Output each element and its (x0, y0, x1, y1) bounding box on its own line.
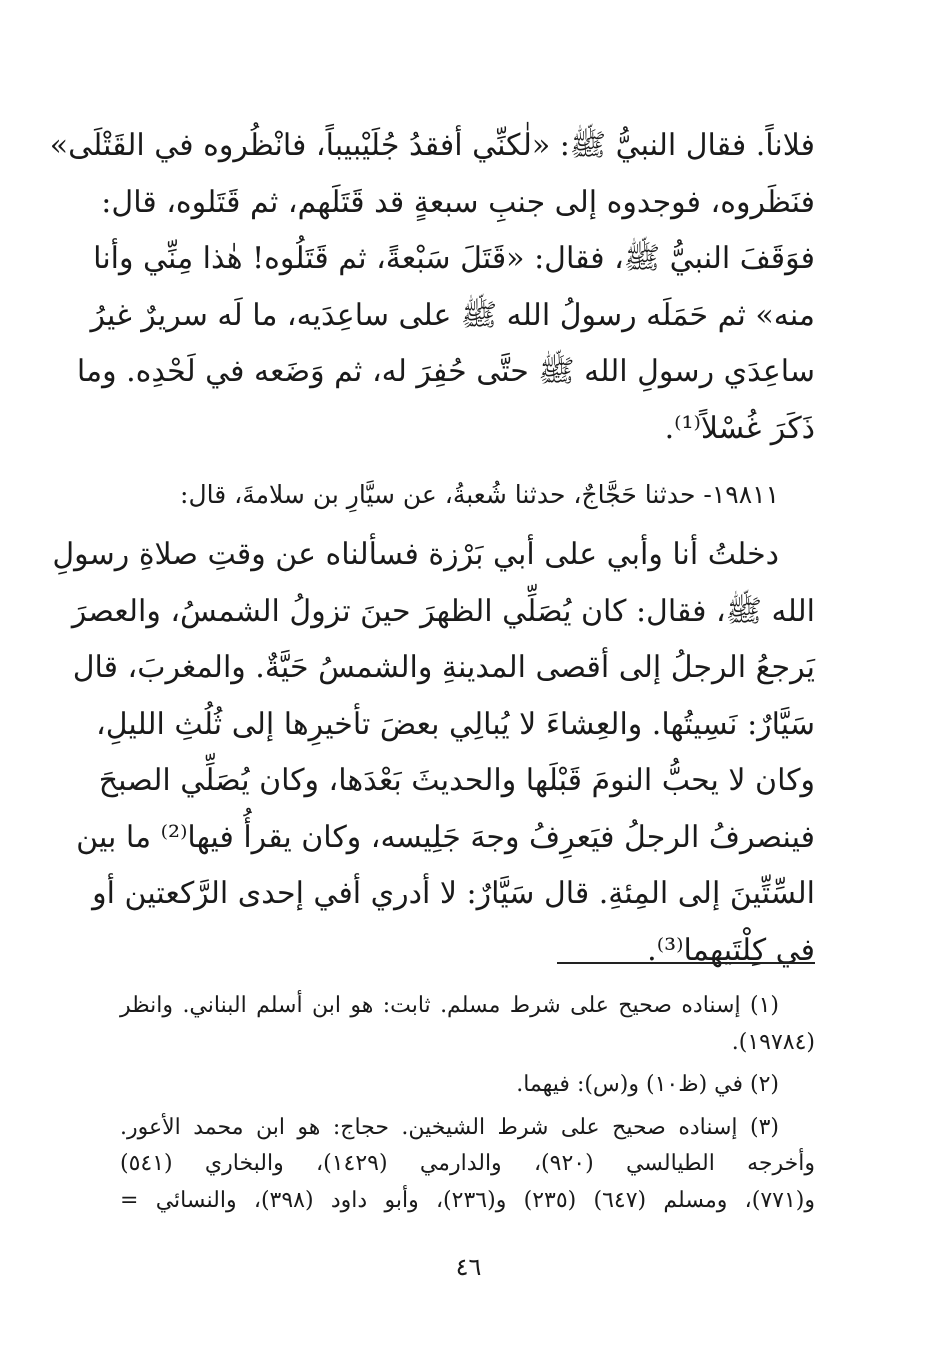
text-line: ذَكَرَ غُسْلاً⁽¹⁾. (664, 410, 815, 446)
footnote-3-line: (٣) إسناده صحيح على شرط الشيخين. حجاج: هو ابن محمد الأعور. (120, 1114, 779, 1140)
footnote-separator (557, 962, 815, 964)
footnote-3-line: وأخرجه الطيالسي (٩٢٠)، والدارمي (١٤٢٩)، والبخاري (٥٤١) (120, 1151, 815, 1176)
footnote-1-line: (١) إسناده صحيح على شرط مسلم. ثابت: هو ابن أسلم البناني. وانظر (120, 993, 779, 1018)
text-line: سَيَّارٌ: نَسِيتُها. والعِشاءَ لا يُبالِي بعضَ تأخيرِها إلى ثُلُثِ الليلِ، (96, 706, 815, 742)
footnote-1-line: (١٩٧٨٤). (731, 1029, 815, 1055)
text-line: وكان لا يحبُّ النومَ قَبْلَها والحديثَ بَعْدَها، وكان يُصَلِّي الصبحَ (98, 763, 815, 798)
main-text (49, 118, 815, 979)
text-line: فلاناً. فقال النبيُّ ﷺ: «لٰكنِّي أفقدُ جُلَيْبيباً، فانْظُروه في القَتْلَى» (49, 128, 815, 163)
text-line: ساعِدَي رسولِ الله ﷺ حتَّى حُفِرَ له، ثم وَضَعه في لَحْدِه. وما (76, 354, 815, 389)
text-line: فوَقَفَ النبيُّ ﷺ، فقال: «قَتَلَ سَبْعةً، ثم قَتَلُوه! هٰذا مِنِّي وأنا (93, 241, 815, 276)
footnote-2: (٢) في (ظ١٠) و(س): فيهما. (516, 1072, 779, 1097)
text-line: في كِلْتَيهما⁽³⁾. (647, 932, 815, 968)
footnotes (120, 988, 815, 1219)
text-line: الله ﷺ، فقال: كان يُصَلِّي الظهرَ حينَ تزولُ الشمسُ، والعصرَ (71, 593, 815, 629)
text-line: يَرجعُ الرجلُ إلى أقصى المدينةِ والشمسُ حَيَّةٌ. والمغربَ، قال (72, 650, 815, 685)
text-line: دخلتُ أنا وأبي على أبي بَرْزة فسألناه عن وقتِ صلاةِ رسولِ (52, 537, 779, 572)
hadith-text-continuation (49, 118, 815, 457)
page-number: ٤٦ (455, 1253, 482, 1281)
footnote-3-line: و(٧٧١)، ومسلم (٦٤٧) (٢٣٥) و(٢٣٦)، وأبو داود (٣٩٨)، والنسائي = (120, 1187, 815, 1213)
hadith-chain-heading: ١٩٨١١- حدثنا حَجَّاجٌ، حدثنا شُعبةُ، عن سيَّارِ بن سلامةَ، قال: (180, 480, 779, 509)
hadith-text (52, 527, 815, 979)
text-line: السِّتِّينَ إلى المِئةِ. قال سَيَّارٌ: لا أدري أفي إحدى الرَّكعتين أو (92, 876, 815, 911)
text-line: فينصرفُ الرجلُ فيَعرِفُ وجهَ جَلِيسه، وكان يقرأُ فيها⁽²⁾ ما بين (76, 819, 815, 855)
text-line: فنَظَروه، فوجدوه إلى جنبِ سبعةٍ قد قَتَلَهم، ثم قَتَلوه، قال: (101, 184, 815, 220)
text-line: منه» ثم حَمَلَه رسولُ الله ﷺ على ساعِدَيه، ما لَه سريرٌ غيرُ (90, 297, 815, 333)
